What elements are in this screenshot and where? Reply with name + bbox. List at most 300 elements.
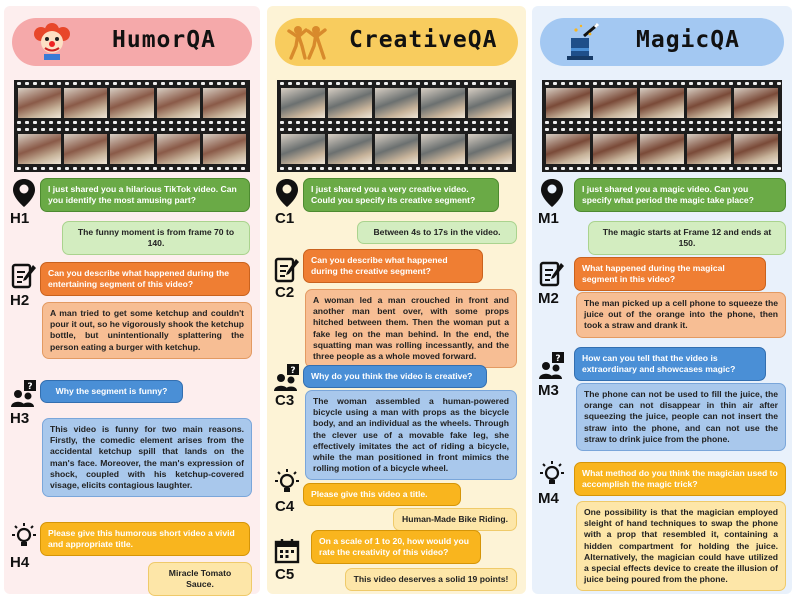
- film-sprocket-hole: [689, 128, 693, 131]
- answer-bubble-h1: The funny moment is from frame 70 to 140.: [62, 221, 250, 255]
- film-sprocket-hole: [432, 167, 436, 170]
- film-sprocket-hole: [97, 167, 101, 170]
- film-sprocket-hole: [649, 82, 653, 85]
- film-sprocket-hole: [641, 128, 645, 131]
- answer-bubble-c1: Between 4s to 17s in the video.: [357, 221, 517, 244]
- film-sprocket-hole: [225, 82, 229, 85]
- question-bubble-h4: Please give this humorous short video a vivid and appropriate title.: [40, 522, 250, 556]
- film-sprocket-hole: [448, 167, 452, 170]
- video-frame-thumbnail: [375, 88, 419, 118]
- film-sprocket-hole: [553, 121, 557, 124]
- film-sprocket-hole: [33, 121, 37, 124]
- film-sprocket-hole: [352, 167, 356, 170]
- film-sprocket-hole: [448, 121, 452, 124]
- film-sprocket-hole: [145, 128, 149, 131]
- film-sprocket-hole: [288, 167, 292, 170]
- film-sprocket-hole: [729, 121, 733, 124]
- film-sprocket-hole: [649, 167, 653, 170]
- film-sprocket-hole: [432, 128, 436, 131]
- film-sprocket-hole: [769, 121, 773, 124]
- film-sprocket-hole: [384, 128, 388, 131]
- film-sprocket-hole: [697, 167, 701, 170]
- film-sprocket-hole: [368, 82, 372, 85]
- film-sprocket-hole: [209, 121, 213, 124]
- video-frame-thumbnail: [546, 134, 590, 164]
- film-sprocket-hole: [105, 167, 109, 170]
- question-bubble-c2: Can you describe what happened during the creative segment?: [303, 249, 483, 283]
- film-sprocket-hole: [456, 82, 460, 85]
- film-sprocket-hole: [424, 82, 428, 85]
- film-sprocket-hole: [577, 121, 581, 124]
- film-sprocket-hole: [641, 167, 645, 170]
- film-sprocket-hole: [689, 121, 693, 124]
- film-sprocket-hole: [73, 167, 77, 170]
- video-frame-thumbnail: [281, 134, 325, 164]
- film-sprocket-hole: [737, 121, 741, 124]
- magic-hat-icon: [562, 22, 602, 62]
- film-sprocket-hole: [344, 167, 348, 170]
- film-sprocket-hole: [296, 167, 300, 170]
- film-sprocket-hole: [57, 128, 61, 131]
- answer-bubble-h3: This video is funny for two main reasons. Firstly, the comedic element arises from the accidental ketchup spill that lands on the man's face. Moreover, the man's expression of shock, coupled with his ketchup-covered visage, elicits contagious laughter.: [42, 418, 252, 497]
- question-bubble-c1: I just shared you a very creative video. Could you specify its creative segment?: [303, 178, 499, 212]
- film-sprocket-hole: [496, 121, 500, 124]
- video-frame-thumbnail: [110, 88, 153, 118]
- film-sprocket-hole: [392, 128, 396, 131]
- film-sprocket-hole: [408, 167, 412, 170]
- film-sprocket-hole: [304, 167, 308, 170]
- film-sprocket-hole: [209, 167, 213, 170]
- film-sprocket-hole: [601, 82, 605, 85]
- magicqa-panel: [532, 6, 792, 594]
- film-sprocket-hole: [129, 82, 133, 85]
- film-sprocket-hole: [185, 167, 189, 170]
- film-sprocket-hole: [681, 121, 685, 124]
- film-sprocket-hole: [777, 167, 781, 170]
- film-sprocket-hole: [304, 121, 308, 124]
- film-sprocket-hole: [185, 128, 189, 131]
- film-sprocket-hole: [713, 128, 717, 131]
- film-sprocket-hole: [33, 167, 37, 170]
- magicqa-banner: [540, 18, 784, 66]
- video-frame-thumbnail: [468, 134, 512, 164]
- film-sprocket-hole: [761, 167, 765, 170]
- video-frame-thumbnail: [281, 88, 325, 118]
- film-sprocket-hole: [432, 121, 436, 124]
- film-sprocket-hole: [585, 82, 589, 85]
- dancers-icon: [287, 22, 327, 62]
- film-sprocket-hole: [496, 82, 500, 85]
- film-sprocket-hole: [488, 128, 492, 131]
- film-sprocket-hole: [641, 82, 645, 85]
- film-sprocket-hole: [472, 82, 476, 85]
- film-sprocket-hole: [73, 82, 77, 85]
- video-frame-thumbnail: [18, 134, 61, 164]
- video-frame-thumbnail: [203, 88, 246, 118]
- film-sprocket-hole: [625, 121, 629, 124]
- question-bubble-m3: How can you tell that the video is extraordinary and showcases magic?: [574, 347, 766, 381]
- people-question-icon: [11, 380, 37, 408]
- film-sprocket-hole: [705, 121, 709, 124]
- film-sprocket-hole: [665, 167, 669, 170]
- film-sprocket-hole: [416, 128, 420, 131]
- film-sprocket-hole: [89, 82, 93, 85]
- film-sprocket-hole: [17, 82, 21, 85]
- video-frame-thumbnail: [640, 134, 684, 164]
- film-sprocket-hole: [440, 82, 444, 85]
- film-sprocket-hole: [601, 121, 605, 124]
- notepad-pencil-icon: [274, 256, 300, 284]
- magicqa-video-frames: [542, 80, 782, 172]
- film-sprocket-hole: [496, 167, 500, 170]
- question-bubble-m4: What method do you think the magician used to accomplish the magic trick?: [574, 462, 786, 496]
- film-sprocket-hole: [328, 167, 332, 170]
- film-sprocket-hole: [593, 121, 597, 124]
- film-sprocket-hole: [625, 128, 629, 131]
- film-sprocket-hole: [416, 82, 420, 85]
- film-sprocket-hole: [57, 82, 61, 85]
- film-sprocket-hole: [320, 121, 324, 124]
- video-frame-thumbnail: [157, 134, 200, 164]
- film-sprocket-hole: [376, 167, 380, 170]
- film-sprocket-hole: [681, 167, 685, 170]
- film-sprocket-hole: [617, 167, 621, 170]
- film-sprocket-hole: [392, 167, 396, 170]
- film-sprocket-hole: [384, 82, 388, 85]
- film-sprocket-hole: [617, 128, 621, 131]
- video-frame-thumbnail: [593, 88, 637, 118]
- video-frame-thumbnail: [687, 134, 731, 164]
- film-sprocket-hole: [81, 121, 85, 124]
- film-sprocket-hole: [296, 128, 300, 131]
- step-label-m2: M2: [538, 290, 559, 307]
- film-sprocket-hole: [161, 128, 165, 131]
- film-sprocket-hole: [769, 167, 773, 170]
- film-sprocket-hole: [201, 128, 205, 131]
- film-sprocket-hole: [209, 128, 213, 131]
- answer-bubble-c2: A woman led a man crouched in front and another man bent over, with some props hitched between them. Then the woman put a fake leg on the man behind. In the end, the squatting man was rolling incessantly, and the three people as a whole moved forward.: [305, 289, 517, 368]
- film-sprocket-hole: [177, 121, 181, 124]
- film-sprocket-hole: [113, 82, 117, 85]
- film-sprocket-hole: [448, 82, 452, 85]
- film-sprocket-hole: [336, 167, 340, 170]
- film-sprocket-hole: [416, 167, 420, 170]
- film-sprocket-hole: [153, 167, 157, 170]
- humorqa-video-frames: [14, 80, 250, 172]
- film-sprocket-hole: [769, 128, 773, 131]
- film-sprocket-hole: [49, 121, 53, 124]
- film-sprocket-hole: [169, 82, 173, 85]
- film-sprocket-hole: [344, 128, 348, 131]
- film-sprocket-hole: [288, 82, 292, 85]
- answer-bubble-m3: The phone can not be used to fill the juice, the orange can not disappear in thin air after squeezing the juice, people can not insert the straw into the phone, and can not use the straw to drink juice from the phone.: [576, 383, 786, 451]
- film-sprocket-hole: [609, 121, 613, 124]
- film-sprocket-hole: [472, 121, 476, 124]
- film-sprocket-hole: [241, 128, 245, 131]
- creativeqa-title: CreativeQA: [349, 27, 498, 53]
- film-sprocket-hole: [201, 167, 205, 170]
- film-sprocket-hole: [416, 121, 420, 124]
- video-frame-thumbnail: [734, 88, 778, 118]
- film-sprocket-hole: [65, 167, 69, 170]
- step-label-c5: C5: [275, 566, 295, 583]
- film-sprocket-hole: [328, 82, 332, 85]
- film-sprocket-hole: [424, 121, 428, 124]
- film-sprocket-hole: [488, 121, 492, 124]
- film-sprocket-hole: [225, 121, 229, 124]
- film-sprocket-hole: [41, 167, 45, 170]
- video-frame-thumbnail: [157, 88, 200, 118]
- step-label-m1: M1: [538, 210, 559, 227]
- film-sprocket-hole: [440, 167, 444, 170]
- film-sprocket-hole: [561, 167, 565, 170]
- people-question-icon: [539, 352, 565, 380]
- film-sprocket-hole: [440, 128, 444, 131]
- film-sprocket-hole: [649, 121, 653, 124]
- film-sprocket-hole: [432, 82, 436, 85]
- film-sprocket-hole: [81, 82, 85, 85]
- film-sprocket-hole: [400, 121, 404, 124]
- film-sprocket-hole: [25, 82, 29, 85]
- location-pin-icon: [12, 178, 36, 208]
- film-sprocket-hole: [368, 121, 372, 124]
- film-sprocket-hole: [201, 121, 205, 124]
- film-sprocket-hole: [81, 167, 85, 170]
- film-sprocket-hole: [617, 121, 621, 124]
- film-sprocket-hole: [657, 82, 661, 85]
- film-sprocket-hole: [713, 167, 717, 170]
- film-sprocket-hole: [480, 82, 484, 85]
- film-sprocket-hole: [705, 82, 709, 85]
- film-sprocket-hole: [545, 82, 549, 85]
- video-frame-thumbnail: [64, 88, 107, 118]
- video-frame-thumbnail: [203, 134, 246, 164]
- magicqa-title: MagicQA: [636, 27, 740, 53]
- film-sprocket-hole: [697, 121, 701, 124]
- film-sprocket-hole: [49, 167, 53, 170]
- film-sprocket-hole: [577, 128, 581, 131]
- film-sprocket-hole: [41, 128, 45, 131]
- question-bubble-h2: Can you describe what happened during the entertaining segment of this video?: [40, 262, 250, 296]
- film-sprocket-hole: [769, 82, 773, 85]
- notepad-pencil-icon: [539, 260, 565, 288]
- film-sprocket-hole: [681, 128, 685, 131]
- video-frame-thumbnail: [687, 88, 731, 118]
- film-sprocket-hole: [113, 167, 117, 170]
- film-sprocket-hole: [601, 167, 605, 170]
- film-sprocket-hole: [241, 167, 245, 170]
- film-sprocket-hole: [17, 121, 21, 124]
- film-sprocket-hole: [504, 167, 508, 170]
- film-sprocket-hole: [328, 128, 332, 131]
- film-sprocket-hole: [193, 167, 197, 170]
- film-sprocket-hole: [344, 82, 348, 85]
- step-label-h3: H3: [10, 410, 30, 427]
- video-frame-thumbnail: [110, 134, 153, 164]
- film-sprocket-hole: [33, 82, 37, 85]
- film-sprocket-hole: [17, 167, 21, 170]
- film-sprocket-hole: [472, 128, 476, 131]
- film-sprocket-hole: [217, 167, 221, 170]
- film-sprocket-hole: [129, 128, 133, 131]
- lightbulb-icon: [538, 460, 566, 490]
- film-sprocket-hole: [233, 82, 237, 85]
- film-sprocket-hole: [33, 128, 37, 131]
- film-sprocket-hole: [721, 128, 725, 131]
- film-sprocket-hole: [777, 82, 781, 85]
- creativeqa-panel: [267, 6, 526, 594]
- svg-text:?: ?: [27, 382, 33, 392]
- question-bubble-c4: Please give this video a title.: [303, 483, 461, 506]
- film-sprocket-hole: [456, 128, 460, 131]
- film-sprocket-hole: [553, 167, 557, 170]
- film-sprocket-hole: [753, 128, 757, 131]
- film-sprocket-hole: [625, 167, 629, 170]
- film-sprocket-hole: [177, 167, 181, 170]
- film-sprocket-hole: [81, 128, 85, 131]
- video-frame-thumbnail: [421, 88, 465, 118]
- film-sprocket-hole: [73, 128, 77, 131]
- humorqa-title: HumorQA: [112, 27, 216, 53]
- film-sprocket-hole: [185, 121, 189, 124]
- video-frame-thumbnail: [640, 88, 684, 118]
- film-sprocket-hole: [368, 167, 372, 170]
- question-bubble-m1: I just shared you a magic video. Can you specify what period the magic take place?: [574, 178, 786, 212]
- film-sprocket-hole: [472, 167, 476, 170]
- film-sprocket-hole: [137, 128, 141, 131]
- film-sprocket-hole: [480, 128, 484, 131]
- film-sprocket-hole: [145, 121, 149, 124]
- answer-bubble-c5: This video deserves a solid 19 points!: [345, 568, 517, 591]
- film-sprocket-hole: [97, 128, 101, 131]
- film-sprocket-hole: [312, 82, 316, 85]
- film-sprocket-hole: [225, 167, 229, 170]
- film-sprocket-hole: [288, 121, 292, 124]
- location-pin-icon: [275, 178, 299, 208]
- film-sprocket-hole: [713, 121, 717, 124]
- answer-bubble-m2: The man picked up a cell phone to squeeze the juice out of the orange into the phone, then took a straw and drank it.: [576, 292, 786, 338]
- film-sprocket-hole: [352, 128, 356, 131]
- film-sprocket-hole: [89, 128, 93, 131]
- film-sprocket-hole: [761, 128, 765, 131]
- film-sprocket-hole: [376, 82, 380, 85]
- film-sprocket-hole: [464, 128, 468, 131]
- film-sprocket-hole: [496, 128, 500, 131]
- video-frame-thumbnail: [734, 134, 778, 164]
- film-sprocket-hole: [697, 128, 701, 131]
- film-sprocket-hole: [121, 121, 125, 124]
- calendar-icon: [274, 538, 300, 564]
- film-sprocket-hole: [561, 128, 565, 131]
- film-sprocket-hole: [657, 121, 661, 124]
- film-sprocket-hole: [280, 167, 284, 170]
- film-sprocket-hole: [153, 121, 157, 124]
- film-sprocket-hole: [657, 128, 661, 131]
- film-sprocket-hole: [376, 128, 380, 131]
- film-sprocket-hole: [440, 121, 444, 124]
- film-sprocket-hole: [673, 121, 677, 124]
- film-sprocket-hole: [376, 121, 380, 124]
- film-sprocket-hole: [577, 82, 581, 85]
- answer-bubble-h2: A man tried to get some ketchup and couldn't pour it out, so he vigorously shook the ketchup bottle, but unintentionally splattering the person eating a burger with ketchup.: [42, 302, 252, 359]
- film-sprocket-hole: [41, 82, 45, 85]
- film-sprocket-hole: [480, 167, 484, 170]
- video-frame-thumbnail: [593, 134, 637, 164]
- film-sprocket-hole: [384, 167, 388, 170]
- lightbulb-icon: [10, 522, 38, 552]
- film-sprocket-hole: [745, 121, 749, 124]
- film-sprocket-hole: [121, 82, 125, 85]
- film-sprocket-hole: [649, 128, 653, 131]
- lightbulb-icon: [273, 468, 301, 498]
- film-sprocket-hole: [233, 167, 237, 170]
- film-sprocket-hole: [633, 167, 637, 170]
- film-sprocket-hole: [633, 128, 637, 131]
- film-sprocket-hole: [424, 128, 428, 131]
- film-sprocket-hole: [665, 82, 669, 85]
- film-sprocket-hole: [609, 167, 613, 170]
- film-sprocket-hole: [392, 82, 396, 85]
- film-sprocket-hole: [352, 121, 356, 124]
- film-sprocket-hole: [89, 121, 93, 124]
- svg-text:?: ?: [290, 366, 296, 376]
- film-sprocket-hole: [601, 128, 605, 131]
- humorqa-panel: [4, 6, 260, 594]
- film-sprocket-hole: [609, 82, 613, 85]
- film-sprocket-hole: [225, 128, 229, 131]
- film-sprocket-hole: [73, 121, 77, 124]
- question-bubble-c3: Why do you think the video is creative?: [303, 365, 487, 388]
- film-sprocket-hole: [320, 128, 324, 131]
- film-sprocket-hole: [41, 121, 45, 124]
- film-sprocket-hole: [697, 82, 701, 85]
- film-sprocket-hole: [737, 128, 741, 131]
- film-sprocket-hole: [352, 82, 356, 85]
- film-sprocket-hole: [641, 121, 645, 124]
- film-sprocket-hole: [593, 82, 597, 85]
- film-sprocket-hole: [569, 121, 573, 124]
- video-frame-thumbnail: [375, 134, 419, 164]
- film-sprocket-hole: [121, 128, 125, 131]
- humorqa-banner: [12, 18, 252, 66]
- video-frame-thumbnail: [468, 88, 512, 118]
- video-frame-thumbnail: [328, 134, 372, 164]
- film-sprocket-hole: [336, 121, 340, 124]
- film-sprocket-hole: [625, 82, 629, 85]
- film-sprocket-hole: [504, 121, 508, 124]
- film-sprocket-hole: [665, 128, 669, 131]
- step-label-h4: H4: [10, 554, 30, 571]
- film-sprocket-hole: [169, 121, 173, 124]
- film-sprocket-hole: [312, 121, 316, 124]
- film-sprocket-hole: [25, 121, 29, 124]
- film-sprocket-hole: [217, 82, 221, 85]
- film-sprocket-hole: [344, 121, 348, 124]
- film-sprocket-hole: [681, 82, 685, 85]
- film-sprocket-hole: [201, 82, 205, 85]
- clown-icon: [32, 22, 72, 62]
- step-label-m3: M3: [538, 382, 559, 399]
- film-sprocket-hole: [65, 121, 69, 124]
- film-sprocket-hole: [296, 121, 300, 124]
- question-bubble-h3: Why the segment is funny?: [40, 380, 183, 403]
- film-sprocket-hole: [280, 128, 284, 131]
- film-sprocket-hole: [145, 82, 149, 85]
- film-sprocket-hole: [633, 121, 637, 124]
- film-sprocket-hole: [129, 167, 133, 170]
- film-sprocket-hole: [408, 82, 412, 85]
- film-sprocket-hole: [320, 167, 324, 170]
